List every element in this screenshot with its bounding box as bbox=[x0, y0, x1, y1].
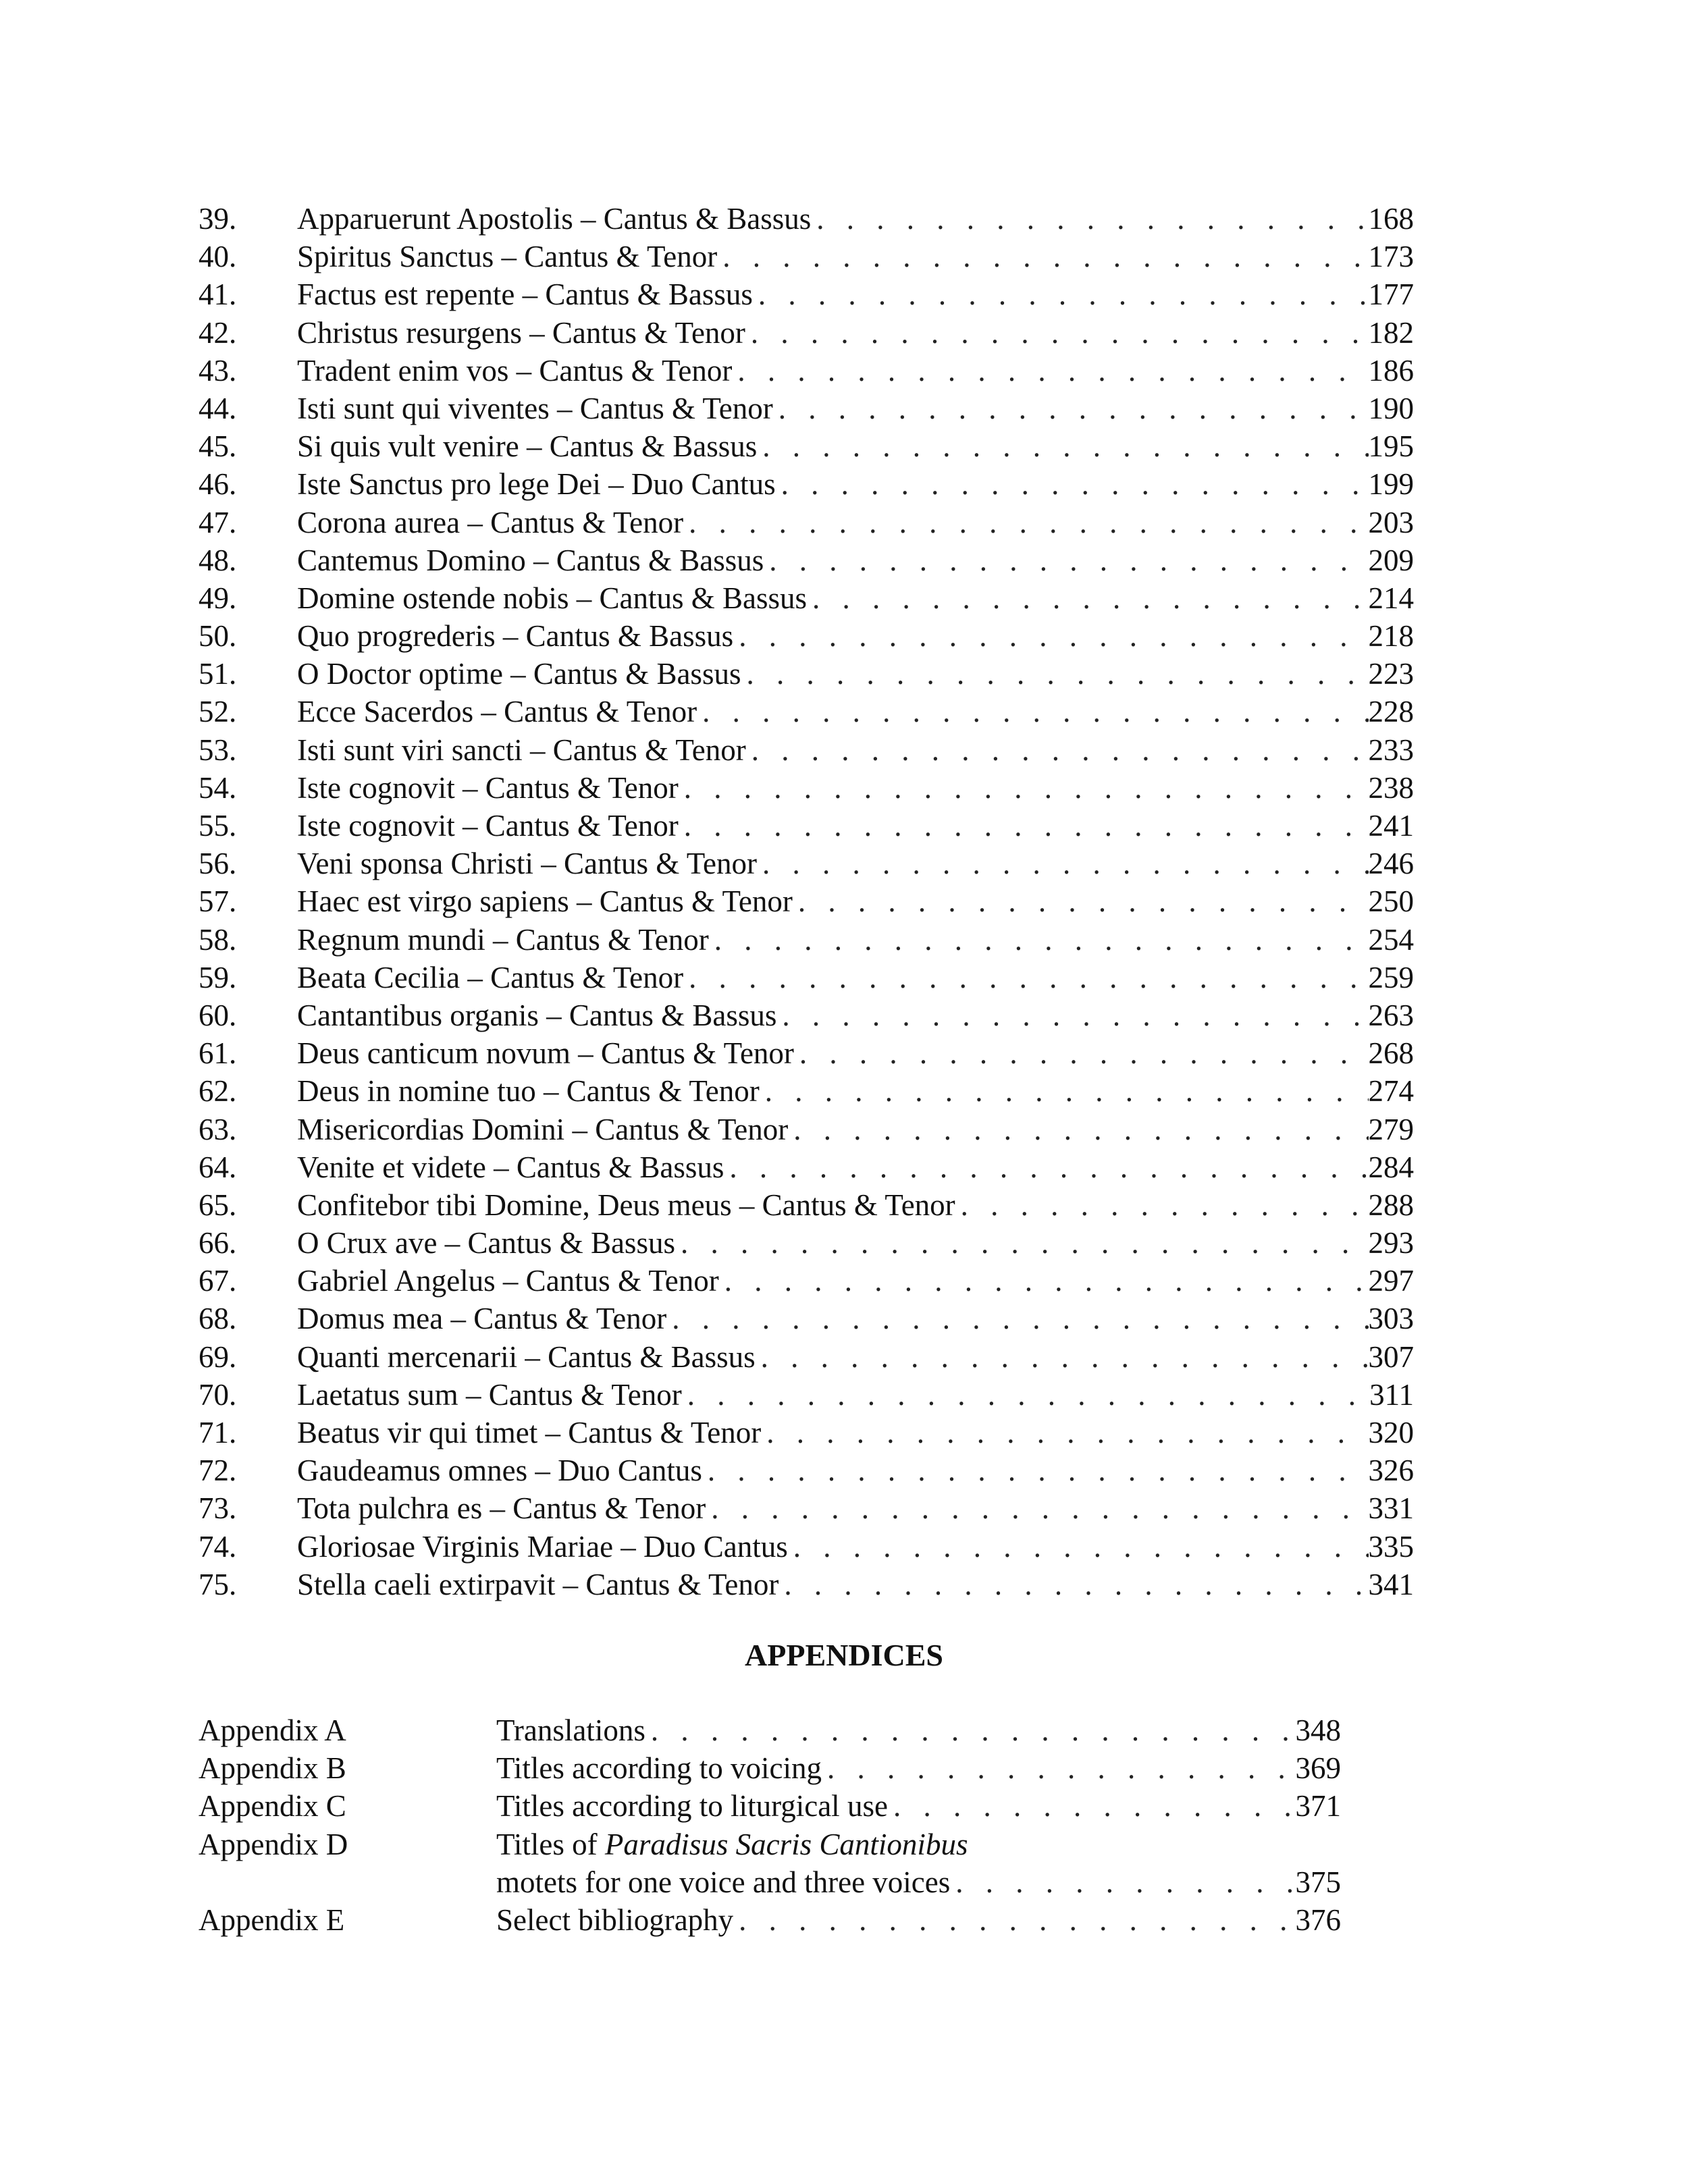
toc-entry bbox=[199, 579, 1414, 617]
leader-dots bbox=[788, 1111, 1368, 1148]
toc-entry bbox=[199, 1262, 1414, 1300]
entry-body bbox=[297, 1224, 1414, 1262]
leader-dots bbox=[776, 465, 1369, 503]
entry-page: 259 bbox=[1368, 960, 1414, 994]
toc-entry bbox=[199, 1224, 1414, 1262]
entry-page: 238 bbox=[1368, 770, 1414, 805]
entry-title: Beatus vir qui timet – Cantus & Tenor bbox=[297, 1416, 762, 1449]
leader-dots bbox=[757, 845, 1369, 882]
entry-page: 263 bbox=[1368, 998, 1414, 1032]
entry-title: Tradent enim vos – Cantus & Tenor bbox=[297, 353, 733, 388]
entry-title: Tota pulchra es – Cantus & Tenor bbox=[297, 1491, 706, 1526]
appendices-list bbox=[199, 1711, 1341, 1939]
leader-dots bbox=[679, 769, 1369, 807]
entry-page: 254 bbox=[1368, 922, 1414, 957]
entry-page: 303 bbox=[1368, 1302, 1414, 1336]
leader-dots bbox=[793, 882, 1369, 920]
toc-entry bbox=[199, 465, 1414, 503]
toc-entry bbox=[199, 1111, 1414, 1148]
entry-body bbox=[297, 275, 1414, 313]
entry-title: Laetatus sum – Cantus & Tenor bbox=[297, 1377, 682, 1412]
toc-entry bbox=[199, 769, 1414, 807]
appendix-entry bbox=[496, 1749, 1341, 1787]
entry-body bbox=[297, 1338, 1414, 1376]
appendix-page: 369 bbox=[1295, 1751, 1341, 1786]
entry-number: 40. bbox=[199, 240, 237, 274]
appendix-title: Titles according to liturgical use bbox=[496, 1789, 888, 1823]
entry-title: Factus est repente – Cantus & Bassus bbox=[297, 277, 753, 312]
leader-dots bbox=[666, 1300, 1368, 1337]
entry-page: 173 bbox=[1368, 240, 1414, 274]
appendix-title: Translations bbox=[496, 1713, 645, 1747]
appendix-row-a bbox=[199, 1711, 1341, 1749]
entry-body bbox=[297, 465, 1414, 503]
entry-title: Iste cognovit – Cantus & Tenor bbox=[297, 770, 679, 805]
entry-page: 177 bbox=[1368, 277, 1414, 312]
toc-entry bbox=[199, 504, 1414, 541]
leader-dots bbox=[717, 238, 1368, 275]
toc-entry bbox=[199, 1186, 1414, 1224]
entry-page: 326 bbox=[1368, 1454, 1414, 1488]
appendix-entry bbox=[496, 1901, 1341, 1939]
entry-body bbox=[297, 1186, 1414, 1224]
entry-number: 56. bbox=[199, 847, 237, 881]
entry-page: 293 bbox=[1368, 1226, 1414, 1260]
entry-number: 68. bbox=[199, 1302, 237, 1336]
entry-page: 268 bbox=[1368, 1036, 1414, 1071]
leader-dots bbox=[719, 1262, 1369, 1300]
entry-page: 203 bbox=[1368, 505, 1414, 539]
entry-body bbox=[297, 693, 1414, 730]
entry-body bbox=[297, 1072, 1414, 1110]
leader-dots bbox=[807, 579, 1369, 617]
entry-page: 307 bbox=[1368, 1339, 1414, 1374]
entry-body bbox=[297, 1489, 1414, 1527]
appendix-page: 371 bbox=[1295, 1789, 1341, 1823]
leader-dots bbox=[733, 617, 1368, 655]
leader-dots bbox=[709, 921, 1369, 959]
entry-page: 246 bbox=[1368, 847, 1414, 881]
entry-page: 186 bbox=[1368, 353, 1414, 388]
entry-body bbox=[297, 200, 1414, 238]
entry-number: 71. bbox=[199, 1416, 237, 1449]
leader-dots bbox=[683, 504, 1368, 541]
entry-title: Stella caeli extirpavit – Cantus & Tenor bbox=[297, 1567, 779, 1601]
entry-body bbox=[297, 617, 1414, 655]
entry-body bbox=[297, 352, 1414, 390]
leader-dots bbox=[761, 1414, 1368, 1451]
appendix-row-e bbox=[199, 1901, 1341, 1939]
entry-title: Misericordias Domini – Cantus & Tenor bbox=[297, 1112, 789, 1146]
appendix-page: 376 bbox=[1295, 1902, 1341, 1937]
entry-body bbox=[297, 655, 1414, 693]
toc-entry bbox=[199, 1148, 1414, 1186]
toc-entry bbox=[199, 390, 1414, 427]
entry-body bbox=[297, 921, 1414, 959]
entry-number: 66. bbox=[199, 1226, 237, 1260]
entry-body bbox=[297, 1148, 1414, 1186]
appendix-title-prefix: Titles of bbox=[496, 1827, 598, 1861]
entry-title: Si quis vult venire – Cantus & Bassus bbox=[297, 429, 758, 464]
leader-dots bbox=[733, 1901, 1295, 1939]
entry-title: Isti sunt viri sancti – Cantus & Tenor bbox=[297, 733, 746, 767]
entry-page: 288 bbox=[1368, 1188, 1414, 1222]
entry-body bbox=[297, 959, 1414, 996]
entry-title: Cantemus Domino – Cantus & Bassus bbox=[297, 543, 764, 577]
leader-dots bbox=[764, 541, 1368, 579]
appendix-label: Appendix C bbox=[199, 1789, 346, 1823]
leader-dots bbox=[756, 1338, 1369, 1376]
entry-number: 50. bbox=[199, 619, 237, 654]
entry-page: 320 bbox=[1368, 1416, 1414, 1449]
entry-title: Isti sunt qui viventes – Cantus & Tenor bbox=[297, 391, 773, 425]
entry-page: 223 bbox=[1368, 657, 1414, 691]
entry-body bbox=[297, 1111, 1414, 1148]
toc-entry bbox=[199, 959, 1414, 996]
toc-list bbox=[199, 200, 1414, 1603]
appendix-label: Appendix D bbox=[199, 1827, 348, 1861]
entry-title: Iste Sanctus pro lege Dei – Duo Cantus bbox=[297, 467, 776, 502]
entry-body bbox=[297, 769, 1414, 807]
entry-page: 195 bbox=[1368, 429, 1414, 464]
entry-number: 48. bbox=[199, 543, 237, 577]
leader-dots bbox=[822, 1749, 1295, 1787]
entry-number: 55. bbox=[199, 809, 237, 843]
appendix-title: Titles according to voicing bbox=[496, 1751, 822, 1786]
toc-entry bbox=[199, 275, 1414, 313]
entry-body bbox=[297, 845, 1414, 882]
entry-page: 331 bbox=[1368, 1491, 1414, 1526]
entry-page: 284 bbox=[1368, 1150, 1414, 1184]
entry-number: 72. bbox=[199, 1454, 237, 1488]
entry-title: O Crux ave – Cantus & Bassus bbox=[297, 1226, 675, 1260]
entry-body bbox=[297, 390, 1414, 427]
entry-page: 233 bbox=[1368, 733, 1414, 767]
toc-entry bbox=[199, 427, 1414, 465]
entry-number: 45. bbox=[199, 429, 237, 464]
toc-entry bbox=[199, 541, 1414, 579]
toc-entry bbox=[199, 1489, 1414, 1527]
leader-dots bbox=[683, 959, 1368, 996]
entry-title: Apparuerunt Apostolis – Cantus & Bassus bbox=[297, 202, 812, 236]
leader-dots bbox=[794, 1034, 1369, 1072]
entry-number: 51. bbox=[199, 657, 237, 691]
toc-entry bbox=[199, 1034, 1414, 1072]
toc-entry bbox=[199, 693, 1414, 730]
leader-dots bbox=[675, 1224, 1369, 1262]
entry-page: 250 bbox=[1368, 884, 1414, 919]
appendix-label: Appendix B bbox=[199, 1751, 346, 1786]
entry-title: Gloriosae Virginis Mariae – Duo Cantus bbox=[297, 1529, 788, 1564]
entry-title: Haec est virgo sapiens – Cantus & Tenor bbox=[297, 884, 793, 919]
toc-entry bbox=[199, 655, 1414, 693]
entry-body bbox=[297, 1376, 1414, 1414]
entry-body bbox=[297, 427, 1414, 465]
toc-entry bbox=[199, 352, 1414, 390]
appendix-entry bbox=[496, 1787, 1341, 1825]
entry-title: Domine ostende nobis – Cantus & Bassus bbox=[297, 581, 807, 615]
toc-entry bbox=[199, 1414, 1414, 1451]
entry-number: 46. bbox=[199, 467, 237, 502]
entry-title: Deus in nomine tuo – Cantus & Tenor bbox=[297, 1074, 760, 1109]
entry-page: 241 bbox=[1368, 809, 1414, 843]
appendix-row-d-line2 bbox=[199, 1863, 1341, 1901]
leader-dots bbox=[741, 655, 1368, 693]
appendix-title: Select bibliography bbox=[496, 1902, 734, 1937]
entry-page: 279 bbox=[1368, 1112, 1414, 1146]
entry-body bbox=[297, 541, 1414, 579]
entry-number: 62. bbox=[199, 1074, 237, 1109]
leader-dots bbox=[679, 807, 1369, 845]
entry-number: 52. bbox=[199, 695, 237, 729]
appendix-row-d bbox=[199, 1826, 1341, 1863]
toc-entry bbox=[199, 1566, 1414, 1603]
leader-dots bbox=[724, 1148, 1368, 1186]
entry-number: 44. bbox=[199, 391, 237, 425]
entry-title: Deus canticum novum – Cantus & Tenor bbox=[297, 1036, 794, 1071]
entry-title: Iste cognovit – Cantus & Tenor bbox=[297, 809, 679, 843]
entry-number: 60. bbox=[199, 998, 237, 1032]
entry-number: 41. bbox=[199, 277, 237, 312]
leader-dots bbox=[746, 731, 1369, 769]
entry-title: Gabriel Angelus – Cantus & Tenor bbox=[297, 1264, 719, 1298]
leader-dots bbox=[779, 1566, 1368, 1603]
appendix-label: Appendix A bbox=[199, 1713, 346, 1747]
entry-page: 209 bbox=[1368, 543, 1414, 577]
leader-dots bbox=[788, 1528, 1369, 1566]
toc-entry bbox=[199, 1451, 1414, 1489]
entry-number: 73. bbox=[199, 1491, 237, 1526]
entry-body bbox=[297, 314, 1414, 352]
entry-body bbox=[297, 1300, 1414, 1337]
toc-entry bbox=[199, 882, 1414, 920]
leader-dots bbox=[776, 996, 1368, 1034]
entry-body bbox=[297, 1262, 1414, 1300]
leader-dots bbox=[645, 1711, 1296, 1749]
leader-dots bbox=[760, 1072, 1369, 1110]
entry-number: 70. bbox=[199, 1377, 237, 1412]
toc-entry bbox=[199, 200, 1414, 238]
leader-dots bbox=[888, 1787, 1296, 1825]
entry-title: O Doctor optime – Cantus & Bassus bbox=[297, 657, 741, 691]
entry-body bbox=[297, 238, 1414, 275]
appendix-entry bbox=[496, 1711, 1341, 1749]
entry-number: 63. bbox=[199, 1112, 237, 1146]
entry-title: Quo progrederis – Cantus & Bassus bbox=[297, 619, 734, 654]
leader-dots bbox=[697, 693, 1368, 730]
entry-body bbox=[297, 1566, 1414, 1603]
appendix-page: 348 bbox=[1295, 1713, 1341, 1747]
leader-dots bbox=[757, 427, 1368, 465]
toc-entry bbox=[199, 1528, 1414, 1566]
entry-body bbox=[297, 807, 1414, 845]
toc-entry bbox=[199, 921, 1414, 959]
leader-dots bbox=[773, 390, 1369, 427]
entry-number: 75. bbox=[199, 1567, 237, 1601]
entry-body bbox=[297, 579, 1414, 617]
entry-title: Beata Cecilia – Cantus & Tenor bbox=[297, 960, 684, 994]
entry-body bbox=[297, 996, 1414, 1034]
entry-number: 59. bbox=[199, 960, 237, 994]
leader-dots bbox=[732, 352, 1368, 390]
entry-number: 61. bbox=[199, 1036, 237, 1071]
appendix-entry bbox=[496, 1826, 1341, 1863]
entry-page: 214 bbox=[1368, 581, 1414, 615]
entry-body bbox=[297, 731, 1414, 769]
appendices-heading: APPENDICES bbox=[745, 1638, 943, 1672]
appendix-label: Appendix E bbox=[199, 1902, 345, 1937]
entry-number: 54. bbox=[199, 770, 237, 805]
entry-page: 168 bbox=[1368, 202, 1414, 236]
entry-page: 274 bbox=[1368, 1074, 1414, 1109]
entry-number: 64. bbox=[199, 1150, 237, 1184]
toc-entry bbox=[199, 845, 1414, 882]
toc-entry bbox=[199, 1072, 1414, 1110]
entry-title: Christus resurgens – Cantus & Tenor bbox=[297, 315, 745, 350]
entry-number: 57. bbox=[199, 884, 237, 919]
entry-number: 69. bbox=[199, 1339, 237, 1374]
entry-page: 311 bbox=[1369, 1377, 1414, 1412]
appendix-title-italic: Paradisus Sacris Cantionibus bbox=[604, 1827, 968, 1861]
entry-title: Venite et videte – Cantus & Bassus bbox=[297, 1150, 724, 1184]
leader-dots bbox=[753, 275, 1369, 313]
entry-body bbox=[297, 1451, 1414, 1489]
appendix-entry bbox=[496, 1863, 1341, 1901]
entry-number: 42. bbox=[199, 315, 237, 350]
leader-dots bbox=[811, 200, 1368, 238]
entry-title: Corona aurea – Cantus & Tenor bbox=[297, 505, 684, 539]
entry-number: 47. bbox=[199, 505, 237, 539]
entry-title: Veni sponsa Christi – Cantus & Tenor bbox=[297, 847, 757, 881]
entry-page: 297 bbox=[1368, 1264, 1414, 1298]
entry-page: 228 bbox=[1368, 695, 1414, 729]
entry-number: 53. bbox=[199, 733, 237, 767]
entry-number: 74. bbox=[199, 1529, 237, 1564]
entry-page: 218 bbox=[1368, 619, 1414, 654]
appendix-page: 375 bbox=[1295, 1865, 1341, 1899]
entry-title: Ecce Sacerdos – Cantus & Tenor bbox=[297, 695, 697, 729]
entry-page: 182 bbox=[1368, 315, 1414, 350]
entry-title: Regnum mundi – Cantus & Tenor bbox=[297, 922, 709, 957]
entry-page: 335 bbox=[1368, 1529, 1414, 1564]
appendix-row-b bbox=[199, 1749, 1341, 1787]
leader-dots bbox=[682, 1376, 1369, 1414]
toc-entry bbox=[199, 1300, 1414, 1337]
appendix-title-line1 bbox=[496, 1826, 968, 1863]
toc-entry bbox=[199, 1376, 1414, 1414]
toc-entry bbox=[199, 1338, 1414, 1376]
leader-dots bbox=[745, 314, 1369, 352]
entry-body bbox=[297, 504, 1414, 541]
entry-title: Domus mea – Cantus & Tenor bbox=[297, 1302, 667, 1336]
toc-entry bbox=[199, 314, 1414, 352]
toc-entry bbox=[199, 807, 1414, 845]
appendix-row-c bbox=[199, 1787, 1341, 1825]
entry-number: 67. bbox=[199, 1264, 237, 1298]
entry-number: 65. bbox=[199, 1188, 237, 1222]
entry-body bbox=[297, 1034, 1414, 1072]
entry-title: Gaudeamus omnes – Duo Cantus bbox=[297, 1454, 702, 1488]
entry-title: Quanti mercenarii – Cantus & Bassus bbox=[297, 1339, 756, 1374]
entry-number: 58. bbox=[199, 922, 237, 957]
leader-dots bbox=[706, 1489, 1368, 1527]
entry-page: 199 bbox=[1368, 467, 1414, 502]
toc-entry bbox=[199, 731, 1414, 769]
appendix-title-line2: motets for one voice and three voices bbox=[496, 1865, 951, 1899]
toc-entry bbox=[199, 617, 1414, 655]
entry-page: 190 bbox=[1368, 391, 1414, 425]
entry-title: Confitebor tibi Domine, Deus meus – Cantus & Tenor bbox=[297, 1188, 955, 1222]
entry-title: Cantantibus organis – Cantus & Bassus bbox=[297, 998, 777, 1032]
entry-number: 39. bbox=[199, 202, 237, 236]
entry-body bbox=[297, 1528, 1414, 1566]
toc-entry bbox=[199, 238, 1414, 275]
entry-page: 341 bbox=[1368, 1567, 1414, 1601]
entry-number: 43. bbox=[199, 353, 237, 388]
entry-number: 49. bbox=[199, 581, 237, 615]
leader-dots bbox=[955, 1186, 1369, 1224]
toc-entry bbox=[199, 996, 1414, 1034]
leader-dots bbox=[702, 1451, 1369, 1489]
leader-dots bbox=[950, 1863, 1295, 1901]
entry-title: Spiritus Sanctus – Cantus & Tenor bbox=[297, 240, 718, 274]
entry-body bbox=[297, 1414, 1414, 1451]
entry-body bbox=[297, 882, 1414, 920]
